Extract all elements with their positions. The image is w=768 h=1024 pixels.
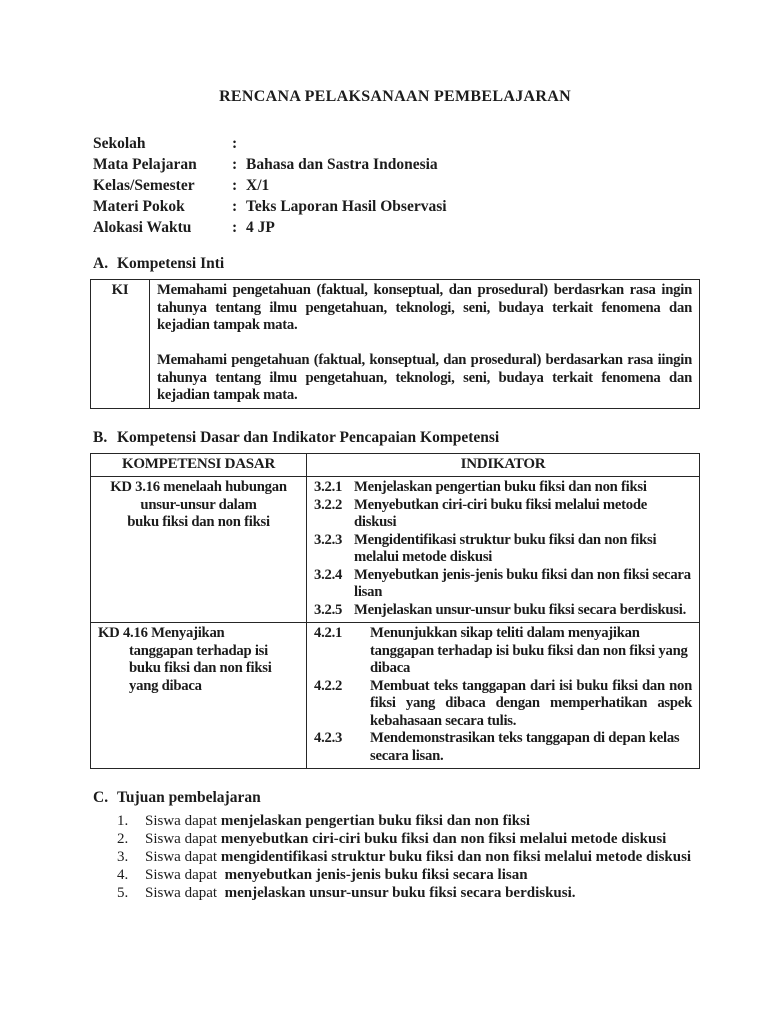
meta-value: Bahasa dan Sastra Indonesia — [246, 156, 438, 173]
ki-label-cell: KI — [91, 280, 150, 409]
meta-row-materi-pokok — [93, 196, 700, 217]
ki-paragraph-1: Memahami pengetahuan (faktual, konseptual, dan prosedural) berdasrkan rasa ingin tahunya tentang ilmu pengetahuan, teknologi, seni, budaya terkait fenomena dan kejadian tampak mata. — [157, 282, 692, 333]
ki-paragraph-2: Memahami pengetahuan (faktual, konseptual, dan prosedural) berdasarkan rasa iingin tahunya tentang ilmu pengetahuan, teknologi, seni, budaya terkait fenomena dan kejadian tampak mata. — [157, 352, 692, 403]
indicator-number: 3.2.4 — [314, 566, 343, 583]
item-objective: mengidentifikasi struktur buku fiksi dan non fiksi melalui metode diskusi — [220, 849, 692, 865]
kd-text-line: yang dibaca — [129, 677, 202, 694]
section-title: Kompetensi Inti — [117, 255, 225, 272]
column-header-kompetensi-dasar: KOMPETENSI DASAR — [91, 453, 307, 477]
indikator-cell — [307, 477, 700, 623]
item-text — [145, 831, 700, 849]
section-letter: B. — [93, 428, 108, 446]
indicator-text: Mendemonstrasikan teks tanggapan di depan kelas secara lisan. — [370, 730, 680, 764]
indicator-item — [314, 497, 692, 532]
meta-label: Sekolah — [93, 135, 146, 152]
section-b-heading — [93, 429, 700, 447]
indicator-number: 4.2.3 — [314, 730, 343, 746]
section-title: Tujuan pembelajaran — [117, 789, 261, 806]
kd-text-line: KD 3.16 menelaah hubungan — [110, 479, 287, 495]
indicator-text: Menyebutkan jenis-jenis buku fiksi dan non fiksi secara lisan — [354, 566, 691, 600]
item-prefix: Siswa dapat — [145, 867, 218, 883]
meta-label: Kelas/Semester — [93, 177, 195, 194]
item-text — [145, 885, 700, 903]
meta-value — [246, 133, 700, 154]
item-text — [145, 813, 700, 831]
meta-label: Alokasi Waktu — [93, 219, 192, 236]
item-objective: menjelaskan pengertian buku fiksi dan non fiksi — [220, 813, 531, 829]
list-item — [117, 813, 700, 831]
list-item — [117, 849, 700, 867]
section-c-heading — [93, 789, 700, 807]
indicator-list — [314, 479, 692, 619]
kd-indikator-table — [90, 453, 700, 770]
item-objective: menjelaskan unsur-unsur buku fiksi secara berdiskusi. — [224, 885, 576, 901]
table-row — [91, 623, 700, 769]
list-item — [117, 867, 700, 885]
list-item — [117, 831, 700, 849]
meta-row-kelas-semester — [93, 175, 700, 196]
item-prefix: Siswa dapat — [145, 831, 218, 847]
indicator-item — [314, 625, 692, 678]
kompetensi-inti-table — [90, 279, 700, 409]
indicator-number: 3.2.2 — [314, 496, 343, 513]
item-number: 4. — [117, 867, 129, 883]
item-prefix: Siswa dapat — [145, 849, 218, 865]
meta-separator: : — [232, 198, 238, 215]
indicator-item — [314, 567, 692, 602]
indicator-item — [314, 678, 692, 731]
kd-text-line: unsur-unsur dalam — [140, 496, 257, 513]
list-item — [117, 885, 700, 903]
meta-label: Mata Pelajaran — [93, 156, 197, 173]
meta-separator: : — [232, 156, 238, 173]
item-number: 5. — [117, 885, 129, 901]
meta-value: 4 JP — [246, 219, 275, 236]
indicator-item — [314, 479, 692, 497]
indicator-text: Menjelaskan pengertian buku fiksi dan non fiksi — [354, 479, 647, 495]
indicator-text: Menyebutkan ciri-ciri buku fiksi melalui metode diskusi — [354, 496, 648, 530]
item-number: 1. — [117, 813, 129, 829]
meta-value: Teks Laporan Hasil Observasi — [246, 198, 447, 215]
item-prefix: Siswa dapat — [145, 813, 218, 829]
meta-value: X/1 — [246, 177, 270, 194]
section-a-heading — [93, 255, 700, 273]
indicator-text: Mengidentifikasi struktur buku fiksi dan non fiksi melalui metode diskusi — [354, 531, 657, 565]
kd-cell — [91, 623, 307, 769]
indicator-number: 4.2.2 — [314, 677, 343, 694]
table-row — [91, 280, 700, 409]
meta-separator: : — [232, 135, 238, 152]
indikator-cell — [307, 623, 700, 769]
meta-separator: : — [232, 177, 238, 194]
item-objective: menyebutkan ciri-ciri buku fiksi dan non fiksi melalui metode diskusi — [220, 831, 667, 847]
indicator-text: Menunjukkan sikap teliti dalam menyajikan tanggapan terhadap isi buku fiksi dan non fiksi yang dibaca — [370, 625, 688, 676]
ki-content-cell — [150, 280, 700, 409]
indicator-list — [314, 625, 692, 765]
section-letter: A. — [93, 255, 109, 272]
meta-label: Materi Pokok — [93, 198, 185, 215]
kd-text-line: KD 4.16 Menyajikan — [98, 625, 225, 641]
tujuan-list — [117, 813, 700, 903]
kd-text-line: tanggapan terhadap isi — [129, 642, 268, 659]
indicator-text: Menjelaskan unsur-unsur buku fiksi secara berdiskusi. — [354, 601, 686, 618]
kd-text-line: buku fiksi dan non fiksi — [127, 514, 270, 530]
item-number: 3. — [117, 849, 129, 865]
indicator-item — [314, 532, 692, 567]
item-number: 2. — [117, 831, 129, 847]
meta-block — [93, 133, 700, 238]
page-title: RENCANA PELAKSANAAN PEMBELAJARAN — [219, 88, 571, 105]
indicator-number: 3.2.5 — [314, 601, 343, 618]
item-text — [145, 867, 700, 885]
item-objective: menyebutkan jenis-jenis buku fiksi secara lisan — [224, 867, 528, 883]
meta-row-mata-pelajaran — [93, 154, 700, 175]
indicator-text: Membuat teks tanggapan dari isi buku fiksi dan non fiksi yang dibaca dengan memperhatikan aspek kebahasaan secara tulis. — [370, 677, 692, 729]
table-header-row — [91, 453, 700, 477]
item-text — [145, 849, 700, 867]
indicator-item — [314, 602, 692, 620]
meta-separator: : — [232, 219, 238, 236]
item-prefix: Siswa dapat — [145, 885, 218, 901]
indicator-number: 3.2.3 — [314, 531, 343, 548]
meta-row-alokasi-waktu — [93, 217, 700, 238]
table-row — [91, 477, 700, 623]
kd-text-line: buku fiksi dan non fiksi — [129, 660, 272, 676]
indicator-item — [314, 730, 692, 765]
section-letter: C. — [93, 789, 109, 806]
column-header-indikator: INDIKATOR — [307, 453, 700, 477]
indicator-number: 4.2.1 — [314, 625, 343, 641]
meta-row-sekolah — [93, 133, 700, 154]
section-title: Kompetensi Dasar dan Indikator Pencapaian Kompetensi — [117, 428, 500, 446]
indicator-number: 3.2.1 — [314, 479, 343, 495]
kd-cell — [91, 477, 307, 623]
